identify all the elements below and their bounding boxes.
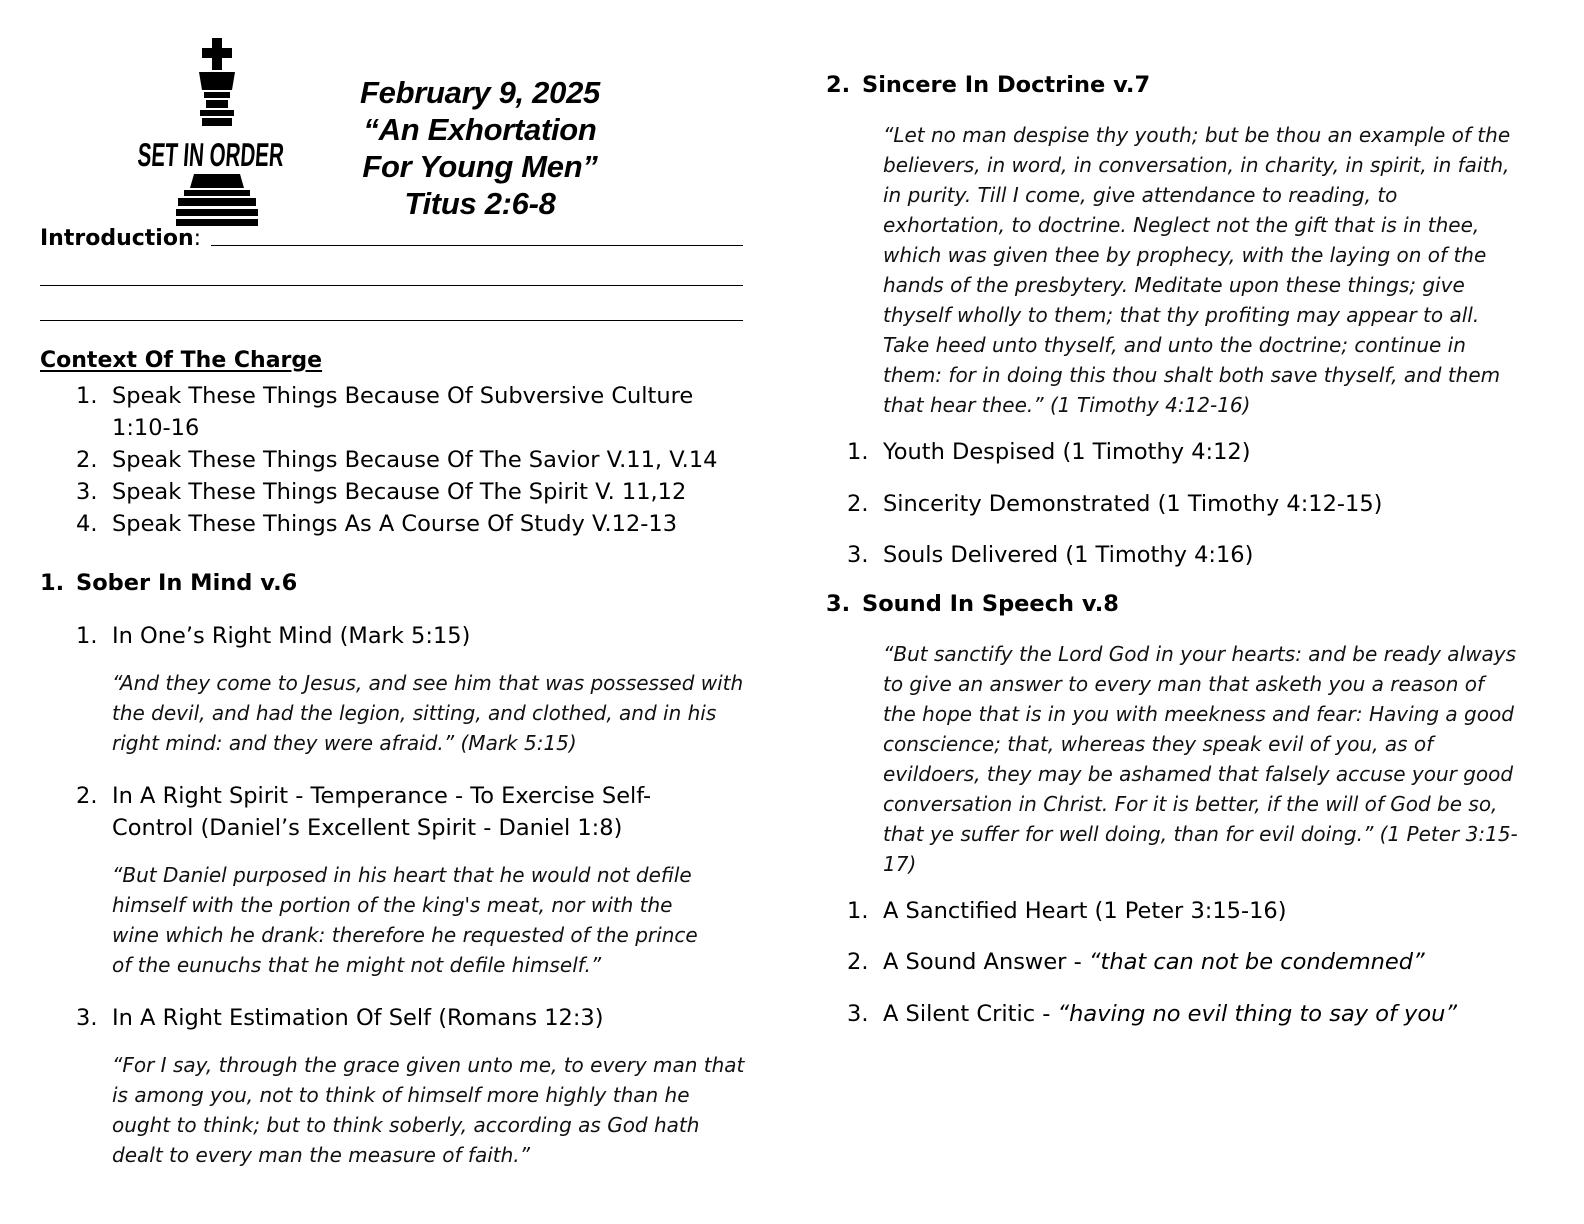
section-1-heading: 1. Sober In Mind v.6 — [40, 570, 298, 596]
introduction-label: Introduction — [40, 226, 194, 251]
list-item: 3. In A Right Estimation Of Self (Romans 12:3) — [76, 1005, 604, 1031]
list-item: 4. Speak These Things As A Course Of Study V.12-13 — [76, 511, 678, 537]
section-3-heading: 3. Sound In Speech v.8 — [826, 590, 1119, 617]
introduction-block — [40, 223, 743, 321]
list-item: 1. A Sanctified Heart (1 Peter 3:15-16) — [847, 897, 1287, 924]
right-column — [826, 72, 1556, 1049]
scripture-quote: “And they come to Jesus, and see him that was possessed with the devil, and had the legion, sitting, and clothed, and in his right mind: and they were afraid.” (Mark 5:15) — [112, 671, 744, 755]
scripture-quote: “For I say, through the grace given unto me, to every man that is among you, not to think of himself more highly than he ought to think; but to think soberly, according as God hath dealt to every man the measure of faith.” — [112, 1053, 745, 1167]
introduction-colon: : — [193, 226, 202, 251]
sermon-title-line-2: For Young Men” — [362, 149, 598, 184]
context-list — [76, 380, 726, 540]
list-item: 3. Souls Delivered (1 Timothy 4:16) — [847, 542, 1254, 568]
list-item: 1. Speak These Things Because Of Subversive Culture 1:10-16 — [76, 383, 694, 441]
list-item: 1. Youth Despised (1 Timothy 4:12) — [847, 439, 1251, 465]
list-item: 1. In One’s Right Mind (Mark 5:15) — [76, 623, 471, 649]
scripture-quote: “But sanctify the Lord God in your hearts: and be ready always to give an answer to every man that asketh you a reason of the hope that is in you with meekness and fear: Having a good conscience; that, whereas they speak evil of you, as of evildoers, they may be ashamed that falsely accuse your good conversation in Christ. For it is better, if the will of God be so, that ye suffer for well doing, than for evil doing.” (1 Peter 3:15-17) — [883, 641, 1518, 876]
sermon-title-line-1: “An Exhortation — [363, 112, 597, 147]
section-1-body — [76, 620, 756, 1192]
list-item: 2. Speak These Things Because Of The Savior V.11, V.14 — [76, 447, 718, 473]
sermon-date: February 9, 2025 — [360, 75, 600, 110]
section-2-points — [847, 436, 1556, 571]
list-item: 3. A Silent Critic - “having no evil thing to say of you” — [847, 1000, 1458, 1027]
sermon-title — [330, 74, 630, 222]
list-item: 3. Speak These Things Because Of The Spirit V. 11,12 — [76, 479, 687, 505]
section-2-heading: 2. Sincere In Doctrine v.7 — [826, 72, 1151, 98]
logo-text: SET IN ORDER — [136, 137, 374, 174]
scripture-quote: “Let no man despise thy youth; but be thou an example of the believers, in word, in conversation, in charity, in spirit, in faith, in purity. Till I come, give attendance to reading, to exhortation, to doctrine. Neglect not the gift that is in thee, which was given thee by prophecy, with the laying on of the hands of the presbytery. Meditate upon these things; give thyself wholly to them; that thy profiting may appear to all. Take heed unto thyself, and unto the doctrine; continue in them: for in doing this thou shalt both save thyself, and them that hear thee.” (1 Timothy 4:12-16) — [883, 123, 1511, 417]
scripture-quote: “But Daniel purposed in his heart that he would not defile himself with the portion of the king's meat, nor with the wine which he drank: therefore he requested of the prince of the eunuchs that he might not defile himself.” — [112, 863, 698, 977]
list-item: 2. A Sound Answer - “that can not be condemned” — [847, 949, 1425, 975]
fill-in-line — [40, 300, 743, 321]
sermon-scripture: Titus 2:6-8 — [404, 186, 556, 221]
context-heading: Context Of The Charge — [40, 348, 323, 373]
fill-in-line — [40, 265, 743, 286]
list-item: 2. Sincerity Demonstrated (1 Timothy 4:12-15) — [847, 490, 1383, 517]
list-item: 2. In A Right Spirit - Temperance - To Exercise Self-Control (Daniel’s Excellent Spirit - Daniel 1:8) — [76, 783, 652, 841]
section-3-points — [847, 895, 1556, 1030]
chess-king-logo — [136, 38, 374, 228]
fill-in-line — [211, 245, 743, 246]
